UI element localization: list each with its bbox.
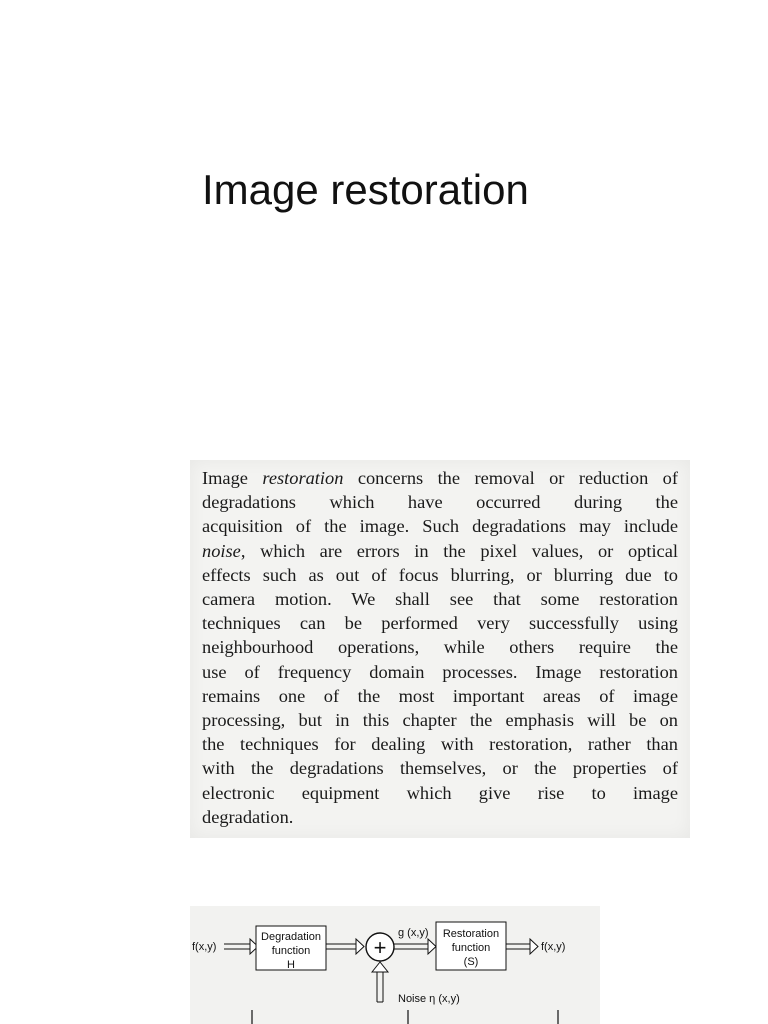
paragraph-line: techniques can be performed very successfully using [202,613,678,634]
paragraph-line: effects such as out of focus blurring, or blurring due to [202,564,678,585]
paragraph-line: acquisition of the image. Such degradations may include [202,516,678,537]
paragraph-line: degradations which have occurred during the [202,492,678,513]
slide-title: Image restoration [202,166,529,213]
restoration-line-2: function [451,942,491,954]
restoration-diagram [190,906,600,1024]
scanned-paragraph [190,460,690,838]
adder-to-restoration-arrow [394,939,436,954]
input-label: f(x,y) [192,941,217,953]
bracket-lines [252,1010,558,1024]
paragraph-line: noise, which are errors in the pixel values, or optical [202,540,678,561]
restoration-line-3: (S) [463,956,479,968]
degradation-line-2: function [271,945,311,957]
noise-arrow [372,962,388,1002]
paragraph-line: electronic equipment which give rise to image [202,782,678,803]
diagram-svg [190,906,600,1024]
output-label: f(x,y) [541,941,566,953]
paragraph-line: with the degradations themselves, or the properties of [202,758,678,779]
paragraph-line: remains one of the most important areas of image [202,685,678,706]
degraded-label: g (x,y) [398,927,429,939]
noise-label: Noise η (x,y) [398,993,460,1005]
degradation-to-adder-arrow [326,939,364,954]
paragraph-line: the techniques for dealing with restoration, rather than [202,734,678,755]
paragraph-line: neighbourhood operations, while others require the [202,637,678,658]
output-arrow [506,939,538,954]
paragraph-line: Image restoration concerns the removal or reduction of [202,468,678,488]
degradation-line-3: H [287,959,295,971]
paragraph-line: processing, but in this chapter the emphasis will be on [202,710,678,731]
adder-symbol: + [373,935,387,960]
paragraph-line: use of frequency domain processes. Image restoration [202,661,678,682]
degradation-line-1: Degradation [261,931,321,943]
paragraph-line: degradation. [202,806,294,827]
input-arrow [224,939,258,954]
restoration-line-1: Restoration [442,928,500,940]
paragraph-text [202,466,678,829]
paragraph-line: camera motion. We shall see that some restoration [202,589,678,610]
